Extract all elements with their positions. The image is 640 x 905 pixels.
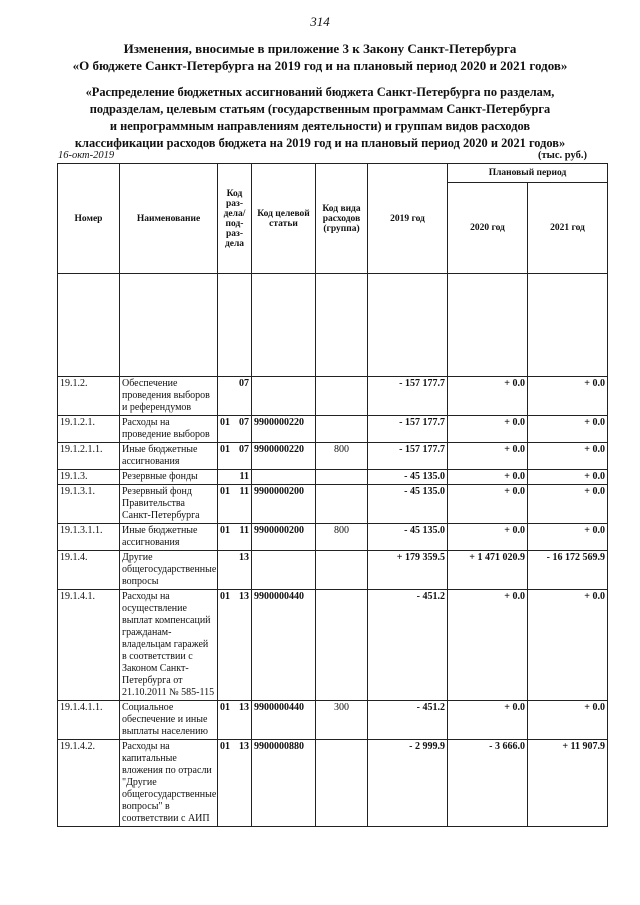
row-2019-value: - 451.2 <box>368 590 448 701</box>
row-subsection: 07 <box>239 378 249 389</box>
row-target-code: 9900000220 <box>252 416 316 443</box>
header-2021: 2021 год <box>528 183 608 274</box>
row-2021-value: + 0.0 <box>528 524 608 551</box>
row-expense-type <box>316 377 368 416</box>
document-subtitle <box>20 84 620 152</box>
row-target-code: 9900000200 <box>252 524 316 551</box>
row-section: 01 <box>220 417 230 428</box>
row-2019-value: - 451.2 <box>368 701 448 740</box>
row-target-code: 9900000200 <box>252 485 316 524</box>
row-subsection: 07 <box>239 417 249 428</box>
row-target-code <box>252 377 316 416</box>
row-subsection: 13 <box>239 591 249 602</box>
row-2019-value: - 45 135.0 <box>368 470 448 485</box>
row-number: 19.1.4.2. <box>58 740 120 827</box>
row-name: Другие общегосударственные вопросы <box>120 551 218 590</box>
subtitle-line: классификации расходов бюджета на 2019 год и на плановый период 2020 и 2021 годов» <box>74 136 566 150</box>
title-line: Изменения, вносимые в приложение 3 к Закону Санкт-Петербурга <box>123 41 517 56</box>
row-2019-value: - 45 135.0 <box>368 524 448 551</box>
row-2020-value: + 1 471 020.9 <box>448 551 528 590</box>
header-name: Наименование <box>120 164 218 274</box>
row-number: 19.1.4.1.1. <box>58 701 120 740</box>
row-number: 19.1.3.1. <box>58 485 120 524</box>
row-2021-value: + 11 907.9 <box>528 740 608 827</box>
row-expense-type <box>316 416 368 443</box>
row-section: 01 <box>220 444 230 455</box>
table-row <box>58 551 608 590</box>
row-subsection: 13 <box>239 552 249 563</box>
table-row <box>58 524 608 551</box>
row-2019-value: - 157 177.7 <box>368 443 448 470</box>
row-number: 19.1.2.1. <box>58 416 120 443</box>
row-number: 19.1.4. <box>58 551 120 590</box>
header-2019: 2019 год <box>368 164 448 274</box>
row-subsection: 11 <box>239 471 249 482</box>
row-subsection: 07 <box>239 444 249 455</box>
row-section-code <box>218 470 252 485</box>
row-section-code <box>218 740 252 827</box>
row-target-code: 9900000880 <box>252 740 316 827</box>
row-name: Иные бюджетные ассигнования <box>120 443 218 470</box>
row-2021-value: + 0.0 <box>528 590 608 701</box>
row-name: Расходы на осуществление выплат компенсаций гражданам-владельцам гаражей в соответствии с Законом Санкт-Петербурга от 21.10.2011 № 585-115 <box>120 590 218 701</box>
row-subsection: 11 <box>239 525 249 536</box>
subtitle-line: подразделам, целевым статьям (государственным программам Санкт-Петербурга <box>89 102 551 116</box>
row-name: Расходы на проведение выборов <box>120 416 218 443</box>
row-2019-value: - 2 999.9 <box>368 740 448 827</box>
row-number: 19.1.3. <box>58 470 120 485</box>
row-expense-type: 800 <box>316 524 368 551</box>
row-2020-value: + 0.0 <box>448 443 528 470</box>
row-section-code <box>218 377 252 416</box>
row-number: 19.1.2.1.1. <box>58 443 120 470</box>
table-row <box>58 701 608 740</box>
row-2021-value: - 16 172 569.9 <box>528 551 608 590</box>
table-row <box>58 470 608 485</box>
row-2019-value: - 45 135.0 <box>368 485 448 524</box>
table-row <box>58 590 608 701</box>
row-section-code <box>218 524 252 551</box>
table-row <box>58 740 608 827</box>
row-name: Социальное обеспечение и иные выплаты населению <box>120 701 218 740</box>
budget-table <box>57 163 608 827</box>
row-name: Иные бюджетные ассигнования <box>120 524 218 551</box>
row-section-code <box>218 701 252 740</box>
units-label: (тыс. руб.) <box>538 150 587 161</box>
row-2021-value: + 0.0 <box>528 443 608 470</box>
row-2020-value: + 0.0 <box>448 701 528 740</box>
row-name: Резервный фонд Правительства Санкт-Петербурга <box>120 485 218 524</box>
row-2020-value: + 0.0 <box>448 590 528 701</box>
header-planned: Плановый период <box>448 164 608 183</box>
page-number: 314 <box>310 14 330 29</box>
row-2019-value: - 157 177.7 <box>368 416 448 443</box>
header-section: Код раз-дела/ под-раз-дела <box>218 164 252 274</box>
row-2020-value: + 0.0 <box>448 485 528 524</box>
row-target-code <box>252 470 316 485</box>
row-2020-value: + 0.0 <box>448 416 528 443</box>
row-number: 19.1.2. <box>58 377 120 416</box>
row-section-code <box>218 416 252 443</box>
row-section: 01 <box>220 486 230 497</box>
row-section-code <box>218 551 252 590</box>
document-title <box>20 40 620 74</box>
row-expense-type: 800 <box>316 443 368 470</box>
row-expense-type: 300 <box>316 701 368 740</box>
header-2020: 2020 год <box>448 183 528 274</box>
row-number: 19.1.4.1. <box>58 590 120 701</box>
document-date: 16-окт-2019 <box>58 150 115 161</box>
table-row <box>58 485 608 524</box>
row-2020-value: + 0.0 <box>448 470 528 485</box>
subtitle-line: «Распределение бюджетных ассигнований бюджета Санкт-Петербурга по разделам, <box>85 85 555 99</box>
row-section: 01 <box>220 741 230 752</box>
row-2020-value: + 0.0 <box>448 377 528 416</box>
row-name: Расходы на капитальные вложения по отрасли "Другие общегосударственные вопросы" в соответствии с АИП <box>120 740 218 827</box>
row-expense-type <box>316 740 368 827</box>
subtitle-line: и непрограммным направлениям деятельности) и группам видов расходов <box>109 119 531 133</box>
title-line: «О бюджете Санкт-Петербурга на 2019 год и на плановый период 2020 и 2021 годов» <box>72 58 568 73</box>
row-section-code <box>218 590 252 701</box>
row-target-code: 9900000220 <box>252 443 316 470</box>
row-number: 19.1.3.1.1. <box>58 524 120 551</box>
row-2021-value: + 0.0 <box>528 701 608 740</box>
row-expense-type <box>316 551 368 590</box>
row-section: 01 <box>220 702 230 713</box>
row-target-code: 9900000440 <box>252 701 316 740</box>
row-2021-value: + 0.0 <box>528 416 608 443</box>
row-section: 01 <box>220 591 230 602</box>
header-target: Код целевой статьи <box>252 164 316 274</box>
row-subsection: 13 <box>239 741 249 752</box>
row-target-code: 9900000440 <box>252 590 316 701</box>
row-expense-type <box>316 590 368 701</box>
row-2019-value: - 157 177.7 <box>368 377 448 416</box>
row-name: Обеспечение проведения выборов и референдумов <box>120 377 218 416</box>
row-expense-type <box>316 485 368 524</box>
table-row <box>58 377 608 416</box>
row-section-code <box>218 443 252 470</box>
row-2020-value: + 0.0 <box>448 524 528 551</box>
row-2021-value: + 0.0 <box>528 377 608 416</box>
row-2021-value: + 0.0 <box>528 485 608 524</box>
header-number: Номер <box>58 164 120 274</box>
row-subsection: 13 <box>239 702 249 713</box>
table-row <box>58 416 608 443</box>
row-target-code <box>252 551 316 590</box>
row-2019-value: + 179 359.5 <box>368 551 448 590</box>
row-name: Резервные фонды <box>120 470 218 485</box>
table-body <box>58 377 608 827</box>
row-expense-type <box>316 470 368 485</box>
row-2021-value: + 0.0 <box>528 470 608 485</box>
row-subsection: 11 <box>239 486 249 497</box>
row-2020-value: - 3 666.0 <box>448 740 528 827</box>
table-row <box>58 443 608 470</box>
row-section: 01 <box>220 525 230 536</box>
row-section-code <box>218 485 252 524</box>
header-expense-type: Код вида расходов (группа) <box>316 164 368 274</box>
